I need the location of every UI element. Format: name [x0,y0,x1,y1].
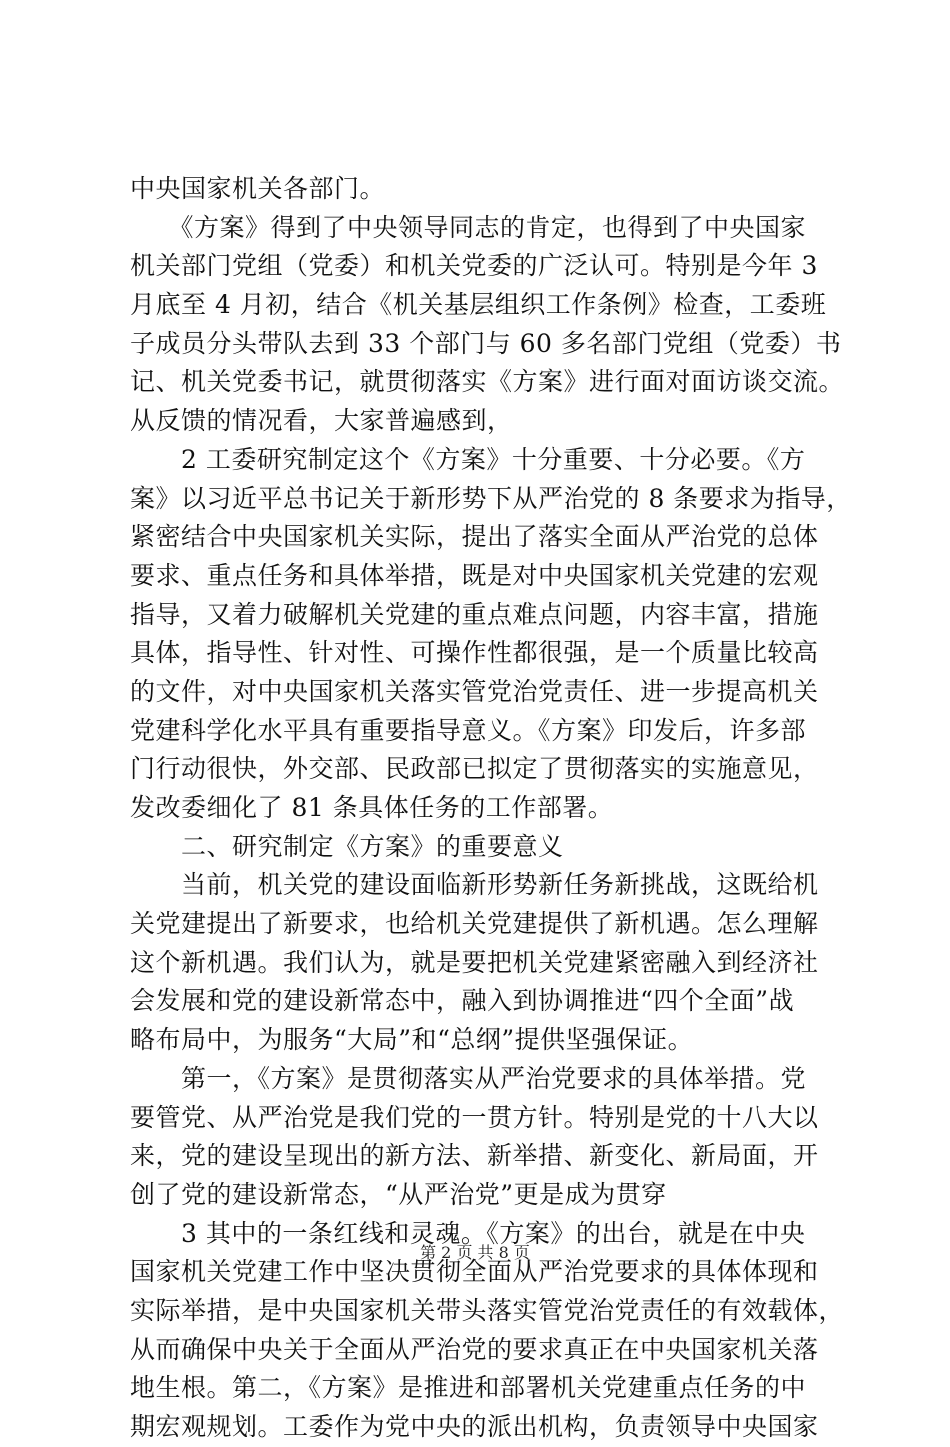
text-line: 的文件，对中央国家机关落实管党治党责任、进一步提高机关 [130,676,819,706]
text-line: 地生根。第二，《方案》是推进和部署机关党建重点任务的中 [130,1373,807,1403]
text-line: 月底至 4 月初，结合《机关基层组织工作条例》检查，工委班 [130,290,827,320]
text-line: 期宏观规划。工委作为党中央的派出机构，负责领导中央国家 [130,1412,819,1441]
text-line: 紧密结合中央国家机关实际，提出了落实全面从严治党的总体 [130,522,819,552]
text-line: 要求、重点任务和具体举措，既是对中央国家机关党建的宏观 [130,560,819,590]
section-heading: 二、研究制定《方案》的重要意义 [130,831,564,861]
text-line: 3 其中的一条红线和灵魂。《方案》的出台，就是在中央 [130,1218,806,1248]
text-line: 中央国家机关各部门。 [130,174,386,203]
text-line: 关党建提出了新要求，也给机关党建提供了新机遇。怎么理解 [130,909,819,939]
text-line: 要管党、从严治党是我们党的一贯方针。特别是党的十八大以 [130,1102,819,1132]
text-line: 创了党的建设新常态，“从严治党”更是成为贯穿 [130,1179,667,1209]
text-line: 门行动很快，外交部、民政部已拟定了贯彻落实的实施意见， [130,754,819,784]
text-line: 记、机关党委书记，就贯彻落实《方案》进行面对面访谈交流。 [130,367,845,397]
page-number-footer: 第 2 页 共 8 页 [420,1243,530,1262]
text-line: 这个新机遇。我们认为，就是要把机关党建紧密融入到经济社 [130,947,819,977]
text-line: 指导，又着力破解机关党建的重点难点问题，内容丰富，措施 [130,599,819,629]
text-line: 实际举措，是中央国家机关带头落实管党治党责任的有效载体， [130,1295,845,1325]
text-line: 从反馈的情况看，大家普遍感到， [130,406,513,436]
text-line: 2 工委研究制定这个《方案》十分重要、十分必要。《方 [130,444,806,474]
text-line: 略布局中，为服务“大局”和“总纲”提供坚强保证。 [130,1025,694,1055]
text-line: 国家机关党建工作中坚决贯彻全面从严治党要求的具体体现和 [130,1257,819,1287]
text-line: 来，党的建设呈现出的新方法、新举措、新变化、新局面，开 [130,1141,819,1171]
text-line: 子成员分头带队去到 33 个部门与 60 多名部门党组（党委）书 [130,328,842,358]
text-line: 第一，《方案》是贯彻落实从严治党要求的具体举措。党 [130,1063,807,1093]
text-line: 当前，机关党的建设面临新形势新任务新挑战，这既给机 [130,870,819,900]
text-line: 党建科学化水平具有重要指导意义。《方案》印发后，许多部 [130,715,807,745]
text-line: 从而确保中央关于全面从严治党的要求真正在中央国家机关落 [130,1334,819,1364]
text-line: 具体，指导性、针对性、可操作性都很强，是一个质量比较高 [130,638,819,668]
text-line: 机关部门党组（党委）和机关党委的广泛认可。特别是今年 3 [130,251,818,281]
text-line: 《方案》得到了中央领导同志的肯定，也得到了中央国家 [130,212,807,242]
text-line: 发改委细化了 81 条具体任务的工作部署。 [130,793,614,822]
text-line: 会发展和党的建设新常态中，融入到协调推进“四个全面”战 [130,986,795,1016]
text-line: 案》以习近平总书记关于新形势下从严治党的 8 条要求为指导， [130,483,852,513]
